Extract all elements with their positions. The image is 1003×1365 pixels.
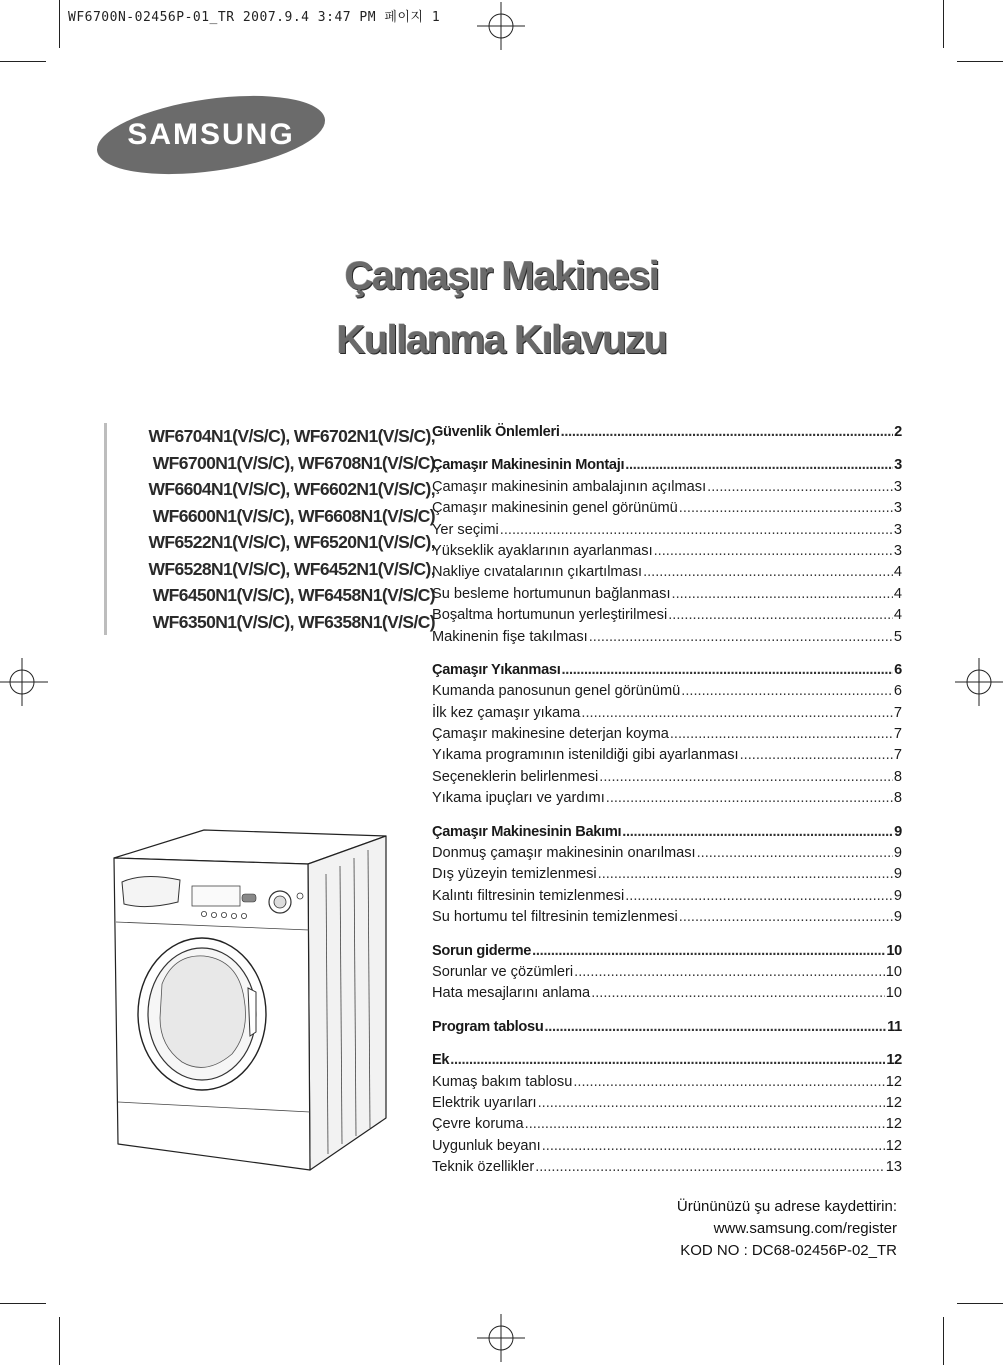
table-of-contents (432, 422, 902, 1179)
toc-section-heading (432, 822, 902, 843)
toc-section-heading (432, 422, 902, 443)
toc-page-number: 10 (885, 963, 902, 980)
toc-leader (625, 455, 893, 476)
model-list (104, 423, 435, 635)
toc-section-heading (432, 941, 902, 962)
toc-page-number: 6 (894, 661, 902, 678)
register-url: www.samsung.com/register (713, 1220, 897, 1237)
toc-label: Program tablosu (432, 1018, 544, 1035)
toc-page-number: 12 (885, 1116, 902, 1133)
toc-label: Dış yüzeyin temizlenmesi (432, 866, 597, 883)
toc-page-number: 7 (893, 704, 902, 721)
crop-mark (0, 1303, 46, 1304)
toc-page-number: 9 (893, 909, 902, 926)
toc-label: Sorunlar ve çözümleri (432, 963, 574, 980)
toc-label: Makinenin fişe takılması (432, 628, 588, 645)
toc-label: Seçeneklerin belirlenmesi (432, 768, 599, 785)
toc-label: Çamaşır Makinesinin Bakımı (432, 823, 622, 840)
brand-wordmark: SAMSUNG (127, 118, 295, 151)
toc-page-number: 7 (893, 726, 902, 743)
crop-mark (957, 1303, 1003, 1304)
toc-entry (432, 627, 902, 648)
toc-page-number: 11 (887, 1018, 902, 1035)
model-line: WF6700N1(V/S/C), WF6708N1(V/S/C) (152, 452, 435, 473)
toc-label: Güvenlik Önlemleri (432, 424, 560, 440)
toc-page-number: 8 (893, 790, 902, 807)
toc-entry (432, 745, 902, 766)
toc-label: Yıkama ipuçları ve yardımı (432, 790, 605, 807)
toc-leader (643, 562, 893, 583)
toc-entry (432, 724, 902, 745)
toc-leader (542, 1136, 885, 1157)
toc-label: Su hortumu tel filtresinin temizlenmesi (432, 909, 678, 926)
model-line: WF6522N1(V/S/C), WF6520N1(V/S/C), (148, 532, 435, 552)
toc-spacer (432, 810, 902, 822)
toc-entry (432, 1157, 902, 1178)
crop-mark (0, 61, 46, 62)
toc-entry (432, 886, 902, 907)
toc-page-number: 12 (885, 1073, 902, 1090)
crop-mark (957, 61, 1003, 62)
toc-entry (432, 788, 902, 809)
toc-label: Yer seçimi (432, 521, 499, 538)
registration-mark-icon (477, 2, 525, 50)
toc-section-heading (432, 1017, 902, 1038)
title-line-2: Kullanma Kılavuzu (336, 318, 667, 362)
toc-label: Sorun giderme (432, 942, 532, 959)
toc-entry (432, 477, 902, 498)
toc-label: Kumanda panosunun genel görünümü (432, 683, 681, 700)
toc-page-number: 3 (893, 521, 902, 538)
model-line: WF6600N1(V/S/C), WF6608N1(V/S/C) (152, 505, 435, 526)
toc-leader (561, 422, 894, 443)
toc-leader (707, 477, 893, 498)
title-line-1: Çamaşır Makinesi (344, 254, 659, 298)
toc-entry (432, 1093, 902, 1114)
toc-label: Boşaltma hortumunun yerleştirilmesi (432, 607, 668, 624)
toc-page-number: 12 (886, 1052, 902, 1069)
samsung-logo (95, 94, 327, 176)
toc-page-number: 3 (893, 542, 902, 559)
toc-leader (591, 983, 885, 1004)
toc-page-number: 7 (893, 747, 902, 764)
toc-label: Çamaşır Yıkanması (432, 661, 561, 678)
toc-page-number: 10 (886, 942, 902, 959)
toc-page-number: 9 (893, 887, 902, 904)
document-code: KOD NO : DC68-02456P-02_TR (680, 1242, 897, 1259)
toc-label: Çamaşır makinesine deterjan koyma (432, 726, 669, 743)
toc-label: Yıkama programının istenildiği gibi ayarlanması (432, 747, 739, 764)
washing-machine-illustration (104, 818, 394, 1176)
toc-page-number: 4 (893, 607, 902, 624)
toc-label: Kalıntı filtresinin temizlenmesi (432, 887, 625, 904)
model-line: WF6350N1(V/S/C), WF6358N1(V/S/C) (152, 611, 435, 632)
toc-spacer (432, 929, 902, 941)
toc-leader (672, 584, 893, 605)
toc-entry (432, 681, 902, 702)
model-line: WF6450N1(V/S/C), WF6458N1(V/S/C) (152, 585, 435, 605)
toc-page-number: 13 (885, 1159, 902, 1176)
toc-label: Hata mesajlarını anlama (432, 985, 591, 1002)
toc-page-number: 12 (885, 1094, 902, 1111)
toc-leader (679, 907, 893, 928)
toc-section-heading (432, 455, 902, 476)
register-prompt: Ürününüzü şu adrese kaydettirin: (676, 1198, 897, 1215)
toc-leader (622, 822, 893, 843)
registration-mark-icon (477, 1314, 525, 1362)
toc-leader (562, 660, 894, 681)
toc-entry (432, 562, 902, 583)
toc-spacer (432, 1005, 902, 1017)
crop-mark (943, 1317, 944, 1365)
toc-label: Çamaşır makinesinin ambalajının açılması (432, 478, 707, 495)
toc-label: Çevre koruma (432, 1116, 524, 1133)
toc-leader (500, 520, 893, 541)
toc-label: Ek (432, 1052, 450, 1069)
toc-leader (544, 1017, 886, 1038)
toc-entry (432, 541, 902, 562)
toc-leader (525, 1114, 885, 1135)
toc-label: Uygunluk beyanı (432, 1137, 541, 1154)
toc-label: Kumaş bakım tablosu (432, 1073, 573, 1090)
toc-page-number: 10 (885, 985, 902, 1002)
toc-label: Nakliye cıvatalarının çıkartılması (432, 564, 643, 581)
toc-entry (432, 1136, 902, 1157)
toc-entry (432, 864, 902, 885)
toc-leader (535, 1157, 885, 1178)
toc-spacer (432, 1038, 902, 1050)
toc-leader (740, 745, 893, 766)
toc-entry (432, 498, 902, 519)
toc-label: Teknik özellikler (432, 1159, 535, 1176)
model-line: WF6528N1(V/S/C), WF6452N1(V/S/C), (148, 558, 435, 579)
toc-spacer (432, 443, 902, 455)
toc-leader (574, 962, 885, 983)
toc-leader (606, 788, 893, 809)
toc-page-number: 4 (893, 564, 902, 581)
toc-entry (432, 767, 902, 788)
crop-mark (59, 0, 60, 48)
toc-leader (670, 724, 893, 745)
toc-label: Çamaşır Makinesinin Montajı (432, 457, 625, 474)
toc-leader (681, 681, 893, 702)
toc-page-number: 9 (894, 823, 902, 840)
toc-leader (450, 1050, 885, 1071)
toc-entry (432, 983, 902, 1004)
toc-label: Elektrik uyarıları (432, 1094, 537, 1111)
toc-entry (432, 907, 902, 928)
toc-label: İlk kez çamaşır yıkama (432, 704, 581, 721)
toc-page-number: 3 (893, 478, 902, 495)
toc-leader (581, 703, 892, 724)
toc-label: Su besleme hortumunun bağlanması (432, 585, 671, 602)
toc-leader (654, 541, 893, 562)
crop-mark (943, 0, 944, 48)
toc-label: Çamaşır makinesinin genel görünümü (432, 500, 678, 517)
toc-leader (532, 941, 885, 962)
toc-section-heading (432, 660, 902, 681)
toc-label: Yükseklik ayaklarının ayarlanması (432, 542, 653, 559)
toc-page-number: 9 (893, 866, 902, 883)
toc-page-number: 5 (893, 628, 902, 645)
toc-page-number: 9 (893, 845, 902, 862)
toc-leader (679, 498, 893, 519)
toc-entry (432, 843, 902, 864)
crop-mark (59, 1317, 60, 1365)
toc-entry (432, 605, 902, 626)
model-line: WF6604N1(V/S/C), WF6602N1(V/S/C), (148, 479, 435, 499)
toc-page-number: 2 (894, 424, 902, 440)
registration-mark-icon (0, 658, 48, 706)
print-slug: WF6700N-02456P-01_TR 2007.9.4 3:47 PM 페이지 1 (68, 10, 441, 25)
toc-entry (432, 1072, 902, 1093)
toc-entry (432, 962, 902, 983)
toc-page-number: 6 (893, 683, 902, 700)
toc-entry (432, 584, 902, 605)
toc-page-number: 8 (893, 768, 902, 785)
toc-leader (598, 864, 893, 885)
toc-page-number: 3 (893, 500, 902, 517)
toc-section-heading (432, 1050, 902, 1071)
toc-spacer (432, 648, 902, 660)
toc-page-number: 4 (893, 585, 902, 602)
toc-leader (697, 843, 893, 864)
toc-label: Donmuş çamaşır makinesinin onarılması (432, 845, 696, 862)
toc-entry (432, 520, 902, 541)
toc-entry (432, 703, 902, 724)
toc-leader (538, 1093, 885, 1114)
toc-page-number: 12 (885, 1137, 902, 1154)
toc-leader (589, 627, 893, 648)
model-line: WF6704N1(V/S/C), WF6702N1(V/S/C), (148, 426, 435, 446)
toc-leader (625, 886, 893, 907)
toc-leader (573, 1072, 884, 1093)
registration-info (677, 1196, 897, 1262)
toc-page-number: 3 (894, 457, 902, 474)
registration-mark-icon (955, 658, 1003, 706)
toc-entry (432, 1114, 902, 1135)
toc-leader (599, 767, 893, 788)
toc-leader (668, 605, 893, 626)
